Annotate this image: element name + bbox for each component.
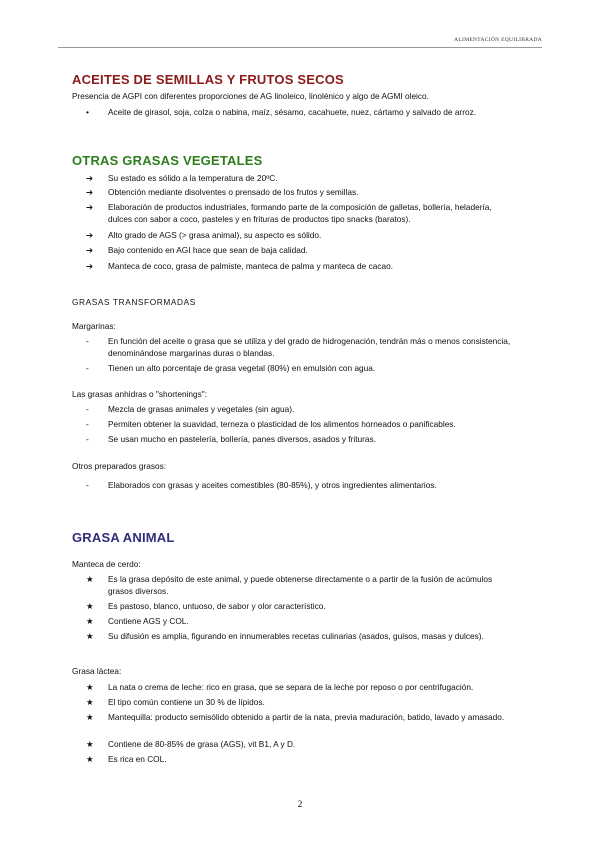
star-icon: ★: [86, 754, 94, 764]
star-icon: ★: [86, 712, 94, 722]
arrow-icon: ➔: [86, 261, 94, 271]
lard-label: Manteca de cerdo:: [72, 559, 141, 569]
list-item: - Elaborados con grasas y aceites comestibles (80-85%), y otros ingredientes alimentarios.: [86, 480, 437, 490]
list-item: - Mezcla de grasas animales y vegetales (sin agua).: [86, 404, 295, 414]
star-icon: ★: [86, 601, 94, 611]
others-label: Otros preparados grasos:: [72, 461, 167, 471]
shortenings-label: Las grasas anhidras o "shortenings":: [72, 389, 208, 399]
list-item: ★ Es pastoso, blanco, untuoso, de sabor y olor característico.: [86, 601, 326, 611]
dash-icon: -: [86, 404, 89, 414]
list-item: ➔ Alto grado de AGS (> grasa animal), su aspecto es sólido.: [86, 230, 322, 240]
star-icon: ★: [86, 631, 94, 641]
list-item: ★ Su difusión es amplia, figurando en innumerables recetas culinarias (asados, guisos, masas y dulces).: [86, 631, 484, 641]
list-item: ★ La nata o crema de leche: rico en grasa, que se separa de la leche por reposo o por centrifugación.: [86, 682, 474, 692]
arrow-icon: ➔: [86, 230, 94, 240]
page-number: 2: [297, 800, 303, 810]
dash-icon: -: [86, 336, 89, 346]
star-icon: ★: [86, 682, 94, 692]
list-item: ★ El tipo común contiene un 30 % de lípidos.: [86, 697, 265, 707]
list-item: ➔ Obtención mediante disolventes o prensado de los frutos y semillas.: [86, 187, 359, 197]
arrow-icon: ➔: [86, 245, 94, 255]
margarines-label: Margarinas:: [72, 321, 116, 331]
list-item: • Aceite de girasol, soja, colza o nabina, maíz, sésamo, cacahuete, nuez, cártamo y salvado de arroz.: [86, 107, 477, 117]
list-item: ➔ Su estado es sólido a la temperatura de 20ºC.: [86, 173, 278, 183]
star-icon: ★: [86, 574, 94, 584]
arrow-icon: ➔: [86, 173, 94, 183]
seeds-intro: Presencia de AGPI con diferentes proporciones de AG linoleico, linolénico y algo de AGMI oleico.: [72, 91, 429, 101]
star-icon: ★: [86, 697, 94, 707]
section-title-vegetable: OTRAS GRASAS VEGETALES: [72, 153, 263, 168]
list-item: - Se usan mucho en pastelería, bollería, panes diversos, asados y frituras.: [86, 434, 376, 444]
dairy-label: Grasa láctea:: [72, 666, 122, 676]
bullet-icon: •: [86, 107, 89, 117]
list-item: ➔ Manteca de coco, grasa de palmiste, manteca de palma y manteca de cacao.: [86, 261, 394, 271]
section-title-animal: GRASA ANIMAL: [72, 530, 175, 545]
star-icon: ★: [86, 616, 94, 626]
dash-icon: -: [86, 434, 89, 444]
arrow-icon: ➔: [86, 202, 94, 212]
list-item: ★ Contiene de 80-85% de grasa (AGS), vit B1, A y D.: [86, 739, 296, 749]
list-item: ➔ Bajo contenido en AGI hace que sean de baja calidad.: [86, 245, 308, 255]
list-item: ★ Es la grasa depósito de este animal, y puede obtenerse directamente o a partir de la fusión de acúmulos grasos diversos.: [86, 574, 493, 596]
star-icon: ★: [86, 739, 94, 749]
header-rule: [58, 47, 542, 48]
list-item: - Permiten obtener la suavidad, terneza o plasticidad de los alimentos horneados o panificables.: [86, 419, 456, 429]
list-item: - Tienen un alto porcentaje de grasa vegetal (80%) en emulsión con agua.: [86, 363, 376, 373]
running-header: ALIMENTACIÓN EQUILIBRADA: [454, 37, 542, 43]
list-item: ★ Es rica en COL.: [86, 754, 167, 764]
dash-icon: -: [86, 419, 89, 429]
dash-icon: -: [86, 363, 89, 373]
arrow-icon: ➔: [86, 187, 94, 197]
list-item: ➔ Elaboración de productos industriales, formando parte de la composición de galletas, bollería, heladería, dulces con sabor a coco, pasteles y en frituras de productos tipo snacks (baratos).: [86, 202, 492, 224]
section-title-seeds: ACEITES DE SEMILLAS Y FRUTOS SECOS: [72, 72, 344, 87]
list-item: ★ Contiene AGS y COL.: [86, 616, 189, 626]
dash-icon: -: [86, 480, 89, 490]
list-item: - En función del aceite o grasa que se utiliza y del grado de hidrogenación, tendrán más o menos consistencia, denominándose margarinas duras o blandas.: [86, 336, 511, 358]
list-item: ★ Mantequilla: producto semisólido obtenido a partir de la nata, previa maduración, batido, lavado y amasado.: [86, 712, 505, 722]
subsection-title-transformed: GRASAS TRANSFORMADAS: [72, 297, 196, 307]
